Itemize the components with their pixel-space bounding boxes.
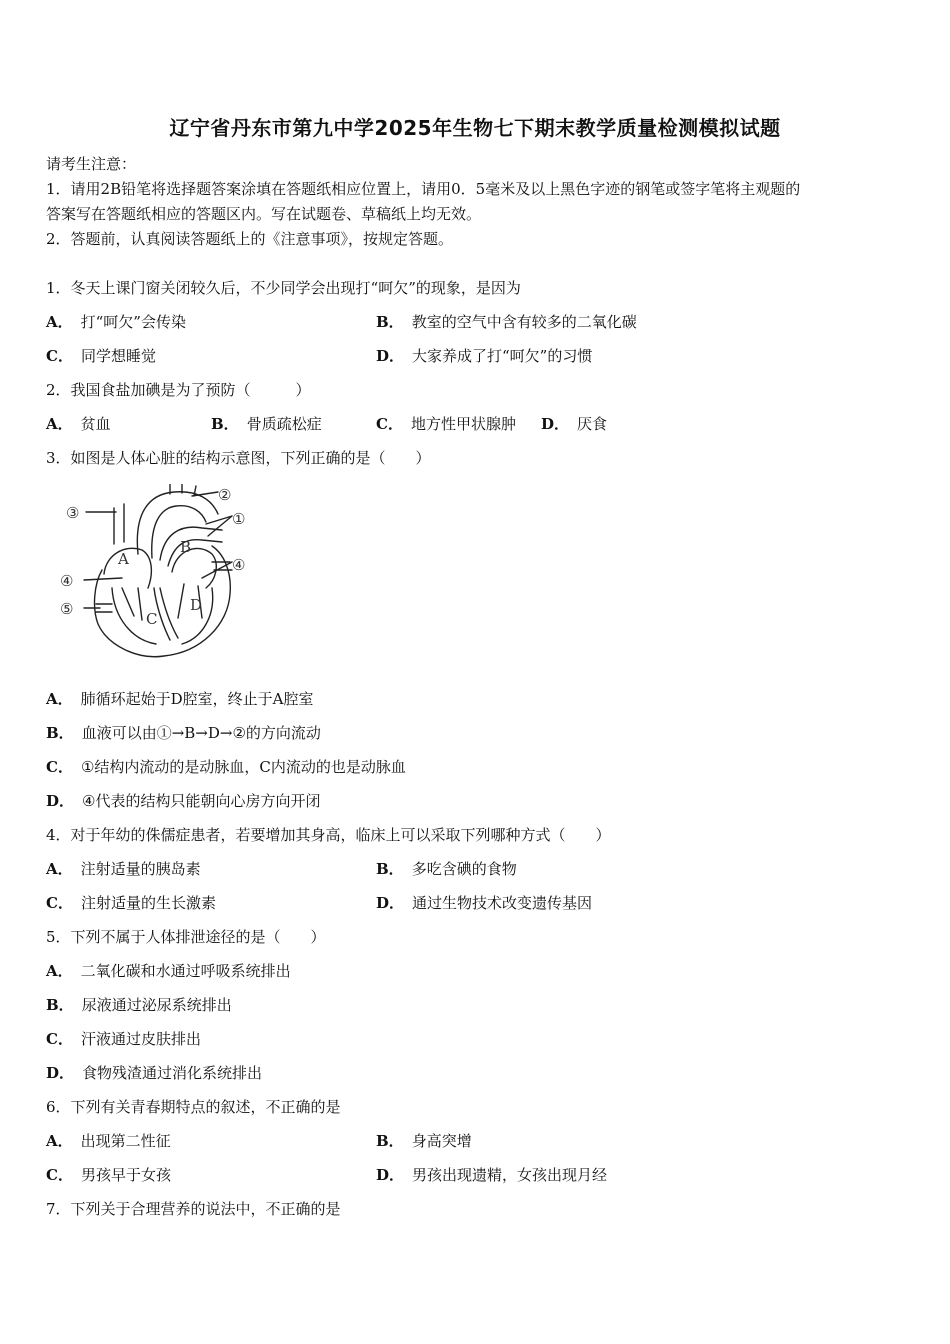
option-text: 血液可以由①→B→D→②的方向流动 [81,724,321,742]
label-circled-5: ⑤ [60,600,74,618]
question-1-option-b[interactable] [376,311,637,332]
option-key: A． [46,313,73,331]
question-2-option-b[interactable] [211,413,322,434]
label-circled-1: ① [232,510,246,528]
option-key: B． [376,313,404,331]
option-text: 注射适量的生长激素 [80,894,216,912]
option-text: ①结构内流动的是动脉血，C内流动的也是动脉血 [80,758,406,776]
label-chamber-c: C [146,610,158,628]
option-key: D． [46,792,75,810]
option-key: C． [46,1166,73,1184]
label-circled-2: ② [218,486,232,504]
option-key: A． [46,860,73,878]
question-1-option-d[interactable] [376,345,592,366]
option-text: 尿液通过泌尿系统排出 [81,996,232,1014]
label-circled-4-left: ④ [60,572,74,590]
question-5-stem: 5．下列不属于人体排泄途径的是（ ） [46,928,326,946]
question-1-stem: 1．冬天上课门窗关闭较久后，不少同学会出现打“呵欠”的现象，是因为 [46,279,521,297]
option-text: 骨质疏松症 [246,415,322,433]
option-key: B． [376,860,404,878]
question-1-option-c[interactable] [46,345,156,366]
option-text: 打“呵欠”会传染 [80,313,186,331]
option-key: B． [211,415,239,433]
question-4-option-a[interactable] [46,858,201,879]
question-5-option-b[interactable] [46,994,232,1015]
option-key: A． [46,415,73,433]
option-key: C． [46,758,73,776]
option-key: D． [541,415,570,433]
label-chamber-b: B [180,538,192,556]
notice-item-1-line-2: 答案写在答题纸相应的答题区内。写在试题卷、草稿纸上均无效。 [46,205,482,223]
question-4-option-c[interactable] [46,892,216,913]
option-text: 食物残渣通过消化系统排出 [82,1064,263,1082]
label-chamber-a: A [118,550,129,568]
label-circled-4-right: ④ [232,556,246,574]
question-2-option-c[interactable] [376,413,516,434]
option-text: 男孩早于女孩 [80,1166,171,1184]
option-text: 注射适量的胰岛素 [80,860,201,878]
option-text: 男孩出现遗精，女孩出现月经 [412,1166,608,1184]
question-2-stem: 2．我国食盐加碘是为了预防（ ） [46,381,311,399]
question-5-option-c[interactable] [46,1028,201,1049]
notice-item-2: 2．答题前，认真阅读答题纸上的《注意事项》，按规定答题。 [46,230,454,248]
option-text: 汗液通过皮肤排出 [80,1030,201,1048]
option-key: B． [46,996,74,1014]
question-3-option-b[interactable] [46,722,321,743]
question-3-option-c[interactable] [46,756,406,777]
question-6-stem: 6．下列有关青春期特点的叙述，不正确的是 [46,1098,341,1116]
question-3-option-a[interactable] [46,688,314,709]
option-text: 厌食 [577,415,608,433]
question-4-option-b[interactable] [376,858,517,879]
option-text: 贫血 [80,415,111,433]
question-3-stem: 3．如图是人体心脏的结构示意图，下列正确的是（ ） [46,449,431,467]
option-key: A． [46,1132,73,1150]
option-key: C． [376,415,403,433]
option-text: ④代表的结构只能朝向心房方向开闭 [82,792,321,810]
label-circled-3: ③ [66,504,80,522]
question-5-option-a[interactable] [46,960,291,981]
page-title: 辽宁省丹东市第九中学2025年生物七下期末教学质量检测模拟试题 [169,116,781,140]
option-text: 多吃含碘的食物 [411,860,517,878]
option-key: A． [46,690,73,708]
option-text: 通过生物技术改变遗传基因 [412,894,593,912]
heart-illustration [52,484,260,660]
question-2-option-a[interactable] [46,413,111,434]
option-key: D． [376,894,405,912]
question-3-option-d[interactable] [46,790,320,811]
option-key: C． [46,347,73,365]
question-6-option-a[interactable] [46,1130,171,1151]
option-text: 二氧化碳和水通过呼吸系统排出 [80,962,291,980]
option-text: 大家养成了打“呵欠”的习惯 [412,347,593,365]
option-key: D． [376,1166,405,1184]
heart-structure-diagram [52,484,260,660]
question-6-option-b[interactable] [376,1130,472,1151]
option-text: 教室的空气中含有较多的二氧化碳 [411,313,637,331]
label-chamber-d: D [190,596,203,614]
question-4-stem: 4．对于年幼的侏儒症患者，若要增加其身高，临床上可以采取下列哪种方式（ ） [46,826,611,844]
option-key: D． [46,1064,75,1082]
question-2-option-d[interactable] [541,413,607,434]
option-key: C． [46,1030,73,1048]
question-4-option-d[interactable] [376,892,592,913]
question-1-option-a[interactable] [46,311,186,332]
option-text: 同学想睡觉 [80,347,156,365]
option-text: 肺循环起始于D腔室，终止于A腔室 [80,690,314,708]
option-key: B． [376,1132,404,1150]
question-7-stem: 7．下列关于合理营养的说法中，不正确的是 [46,1200,341,1218]
question-6-option-d[interactable] [376,1164,607,1185]
question-5-option-d[interactable] [46,1062,262,1083]
question-6-option-c[interactable] [46,1164,171,1185]
notice-heading: 请考生注意： [46,155,137,173]
notice-item-1-line-1: 1．请用2B铅笔将选择题答案涂填在答题纸相应位置上，请用0．5毫米及以上黑色字迹的钢笔或签字笔将主观题的 [46,180,801,198]
option-key: D． [376,347,405,365]
option-text: 地方性甲状腺肿 [410,415,516,433]
option-key: B． [46,724,74,742]
option-text: 出现第二性征 [80,1132,171,1150]
option-key: A． [46,962,73,980]
option-text: 身高突增 [411,1132,472,1150]
option-key: C． [46,894,73,912]
